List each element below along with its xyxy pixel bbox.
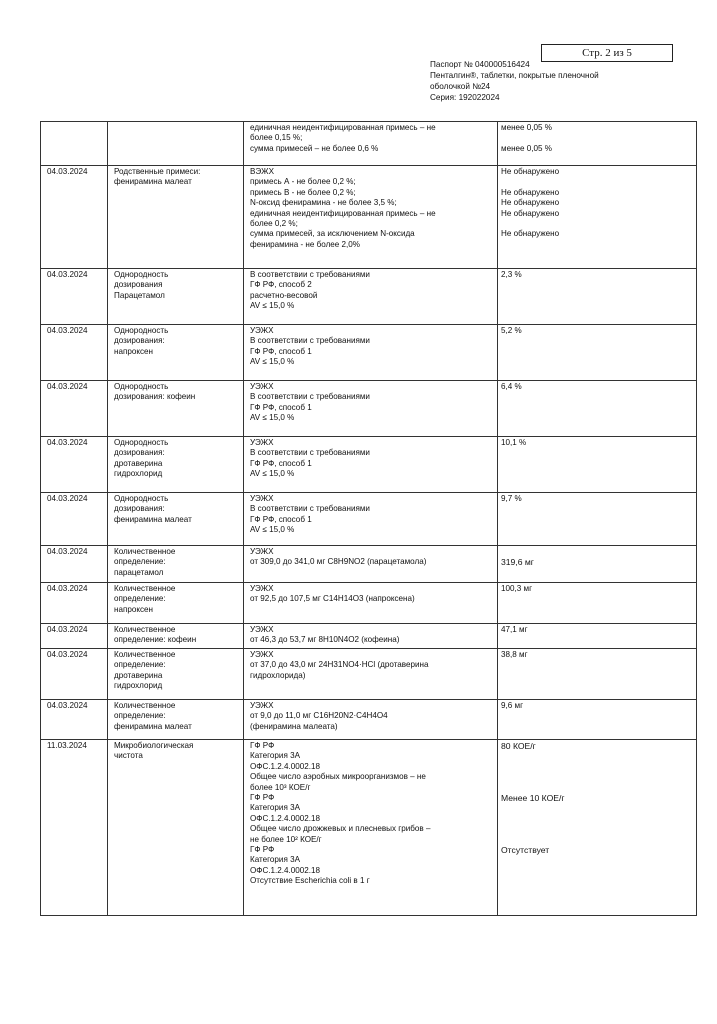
test-specification-line: AV ≤ 15,0 % <box>250 301 295 311</box>
test-specification-line: более 10³ КОЕ/г <box>250 782 311 792</box>
table-row <box>41 166 697 269</box>
test-specification-line: расчетно-весовой <box>250 290 318 300</box>
table-row <box>41 381 697 437</box>
test-name-line: фенирамина малеат <box>114 177 192 187</box>
test-date: 04.03.2024 <box>41 546 108 583</box>
test-name-line: Однородность <box>114 270 169 279</box>
test-specification-line: УЭЖХ <box>250 494 274 503</box>
test-name-line: парацетамол <box>114 567 164 577</box>
test-name-line: дозирования: <box>114 336 165 346</box>
test-specification-line: Отсутствие Escherichia coli в 1 г <box>250 876 370 886</box>
test-result <box>498 166 697 269</box>
test-results-table <box>40 121 697 916</box>
test-date: 04.03.2024 <box>41 381 108 437</box>
test-result-line <box>501 783 692 793</box>
test-name-line: Количественное <box>114 584 176 593</box>
test-result-line: Не обнаружено <box>501 198 560 208</box>
test-specification-line: В соответствии с требованиями <box>250 270 370 279</box>
test-specification-line: более 0,2 %; <box>250 219 298 229</box>
product-name-line-2: оболочкой №24 <box>430 82 491 91</box>
test-result-line <box>501 835 692 845</box>
test-specification <box>244 700 498 740</box>
test-result-line: Не обнаружено <box>501 208 560 218</box>
table-row <box>41 269 697 325</box>
test-result-line: Отсутствует <box>501 844 550 855</box>
test-result-line: Менее 10 КОЕ/г <box>501 792 565 803</box>
test-date: 04.03.2024 <box>41 166 108 269</box>
test-specification <box>244 325 498 381</box>
test-name <box>108 740 244 916</box>
test-name-line: определение: <box>114 711 166 721</box>
test-specification <box>244 740 498 916</box>
test-specification-line: УЭЖХ <box>250 701 274 710</box>
test-result-line <box>501 762 692 772</box>
test-result-line: 38,8 мг <box>501 650 528 659</box>
test-name <box>108 381 244 437</box>
passport-header <box>430 59 700 103</box>
test-specification-line: AV ≤ 15,0 % <box>250 469 295 479</box>
test-specification-line: УЭЖХ <box>250 625 274 634</box>
test-specification-line: фенирамина - не более 2,0% <box>250 239 361 249</box>
test-specification-line: ГФ РФ, способ 1 <box>250 402 312 412</box>
test-specification-line: Категория 3А <box>250 803 300 813</box>
test-specification-line: более 0,15 %; <box>250 133 303 143</box>
test-result <box>498 493 697 546</box>
test-specification <box>244 122 498 166</box>
test-name <box>108 583 244 624</box>
test-result-line <box>501 772 692 782</box>
test-name-line: Количественное <box>114 625 176 634</box>
test-specification-line: не более 10² КОЕ/г <box>250 834 322 844</box>
test-result-line: Не обнаружено <box>501 167 560 176</box>
test-name-line: дозирования: <box>114 448 165 458</box>
test-result-line <box>501 219 692 229</box>
test-specification-line: ОФС.1.2.4.0002.18 <box>250 813 321 823</box>
test-specification-line: В соответствии с требованиями <box>250 336 370 346</box>
test-date: 04.03.2024 <box>41 325 108 381</box>
test-date: 04.03.2024 <box>41 700 108 740</box>
test-name-line: напроксен <box>114 604 154 614</box>
test-result-line: 2,3 % <box>501 270 522 279</box>
test-result-line: 10,1 % <box>501 438 527 447</box>
test-result-line: 80 КОЕ/г <box>501 741 536 751</box>
test-result-line: Не обнаружено <box>501 229 560 239</box>
test-specification-line: УЭЖХ <box>250 326 274 335</box>
batch-series: Серия: 192022024 <box>430 93 500 102</box>
test-name <box>108 700 244 740</box>
test-name <box>108 166 244 269</box>
test-result-line <box>501 803 692 813</box>
test-specification-line: от 37,0 до 43,0 мг 24H31NO4·HCl (дротаверина <box>250 660 429 670</box>
test-date: 11.03.2024 <box>41 740 108 916</box>
test-result <box>498 700 697 740</box>
test-name <box>108 624 244 649</box>
test-specification-line: Категория 3А <box>250 855 300 865</box>
test-specification <box>244 269 498 325</box>
test-specification-line: УЭЖХ <box>250 438 274 447</box>
test-name-line: гидрохлорид <box>114 681 163 691</box>
test-name <box>108 325 244 381</box>
test-specification-line: УЭЖХ <box>250 382 274 391</box>
test-result-line: 9,6 мг <box>501 701 524 710</box>
test-specification-line: ГФ РФ, способ 1 <box>250 514 312 524</box>
test-specification-line: УЭЖХ <box>250 547 274 556</box>
test-name-line: Количественное <box>114 547 176 556</box>
table-row <box>41 624 697 649</box>
test-name <box>108 437 244 493</box>
test-specification-line: N-оксид фенирамина - не более 3,5 %; <box>250 198 397 208</box>
test-specification-line: ГФ РФ <box>250 793 275 803</box>
test-specification-line: В соответствии с требованиями <box>250 392 370 402</box>
test-name-line: напроксен <box>114 346 154 356</box>
test-result-line: менее 0,05 % <box>501 123 552 132</box>
test-name <box>108 122 244 166</box>
test-specification-line: AV ≤ 15,0 % <box>250 525 295 535</box>
test-name-line: определение: <box>114 557 166 567</box>
test-date: 04.03.2024 <box>41 583 108 624</box>
test-specification-line: AV ≤ 15,0 % <box>250 413 295 423</box>
test-result <box>498 649 697 700</box>
test-specification-line: ОФС.1.2.4.0002.18 <box>250 761 321 771</box>
test-specification-line: от 46,3 до 53,7 мг 8H10N4O2 (кофеина) <box>250 635 400 645</box>
test-specification-line: гидрохлорида) <box>250 670 306 680</box>
test-specification-line: В соответствии с требованиями <box>250 504 370 514</box>
test-result-line: 9,7 % <box>501 494 522 503</box>
test-specification <box>244 493 498 546</box>
page-number-label: Стр. 2 из 5 <box>541 44 673 62</box>
test-specification-line: УЭЖХ <box>250 584 274 593</box>
test-specification-line: от 92,5 до 107,5 мг C14H14O3 (напроксена) <box>250 594 415 604</box>
table-row <box>41 740 697 916</box>
test-name <box>108 649 244 700</box>
test-specification-line: единичная неидентифицированная примесь – не <box>250 208 436 218</box>
test-specification-line: ОФС.1.2.4.0002.18 <box>250 865 321 875</box>
test-date: 04.03.2024 <box>41 493 108 546</box>
test-result-line <box>501 751 692 761</box>
test-specification-line: УЭЖХ <box>250 650 274 659</box>
test-result <box>498 325 697 381</box>
test-name-line: Однородность <box>114 382 169 391</box>
test-specification-line: ГФ РФ <box>250 741 275 750</box>
test-name <box>108 493 244 546</box>
test-result-line: 6,4 % <box>501 382 522 391</box>
test-specification-line: сумма примесей, за исключением N-оксида <box>250 229 415 239</box>
test-specification-line: от 9,0 до 11,0 мг C16H20N2·C4H4O4 <box>250 711 388 721</box>
test-name-line: дротаверина <box>114 458 163 468</box>
test-result <box>498 122 697 166</box>
test-result <box>498 269 697 325</box>
table-row <box>41 649 697 700</box>
test-name-line: дротаверина <box>114 670 163 680</box>
test-result-line: 5,2 % <box>501 326 522 335</box>
test-result <box>498 583 697 624</box>
test-result <box>498 624 697 649</box>
table-row <box>41 122 697 166</box>
test-specification-line: сумма примесей – не более 0,6 % <box>250 143 379 153</box>
test-result-line: 47,1 мг <box>501 625 528 634</box>
test-name-line: определение: <box>114 660 166 670</box>
test-name-line: чистота <box>114 751 143 761</box>
test-specification <box>244 546 498 583</box>
test-name-line: Однородность <box>114 326 169 335</box>
table-row <box>41 325 697 381</box>
test-result-line: 100,3 мг <box>501 584 533 593</box>
test-result-line <box>501 547 692 557</box>
test-result-line <box>501 177 692 187</box>
test-specification <box>244 166 498 269</box>
test-specification-line: ГФ РФ, способ 1 <box>250 458 312 468</box>
test-result-line <box>501 824 692 834</box>
test-result-line: менее 0,05 % <box>501 143 552 153</box>
table-row <box>41 437 697 493</box>
test-specification <box>244 583 498 624</box>
test-name-line: Количественное <box>114 650 176 659</box>
test-specification-line: ГФ РФ <box>250 845 275 855</box>
test-result-line: Не обнаружено <box>501 187 560 197</box>
test-name <box>108 546 244 583</box>
test-specification-line: примесь А - не более 0,2 %; <box>250 177 356 187</box>
test-name-line: Количественное <box>114 701 176 710</box>
test-date: 04.03.2024 <box>41 624 108 649</box>
test-specification <box>244 624 498 649</box>
test-name-line: фенирамина малеат <box>114 721 192 731</box>
test-specification-line: ВЭЖХ <box>250 167 274 176</box>
test-specification-line: (фенирамина малеата) <box>250 721 338 731</box>
test-specification-line: Общее число дрожжевых и плесневых грибов – <box>250 824 431 834</box>
test-specification-line: Категория 3А <box>250 751 300 761</box>
table-row <box>41 546 697 583</box>
test-date <box>41 122 108 166</box>
test-name-line: Однородность <box>114 494 169 503</box>
test-specification-line: Общее число аэробных микроорганизмов – не <box>250 772 426 782</box>
test-name-line: гидрохлорид <box>114 469 163 479</box>
test-specification-line: ГФ РФ, способ 2 <box>250 280 312 290</box>
test-name-line: Однородность <box>114 438 169 447</box>
test-specification-line: AV ≤ 15,0 % <box>250 357 295 367</box>
test-specification-line: В соответствии с требованиями <box>250 448 370 458</box>
test-result <box>498 437 697 493</box>
test-name-line: Микробиологическая <box>114 741 194 750</box>
test-specification-line: от 309,0 до 341,0 мг C8H9NO2 (парацетамола) <box>250 557 427 567</box>
test-name-line: дозирования <box>114 280 163 290</box>
test-result-line <box>501 814 692 824</box>
test-specification-line: единичная неидентифицированная примесь – не <box>250 123 436 132</box>
test-name-line: определение: кофеин <box>114 635 197 645</box>
test-result-line <box>501 133 692 143</box>
passport-number: Паспорт № 040000516424 <box>430 60 530 69</box>
test-result <box>498 546 697 583</box>
test-result <box>498 381 697 437</box>
test-specification-line: ГФ РФ, способ 1 <box>250 346 312 356</box>
test-name-line: дозирования: <box>114 504 165 514</box>
test-specification <box>244 381 498 437</box>
test-date: 04.03.2024 <box>41 437 108 493</box>
test-result <box>498 740 697 916</box>
table-row <box>41 583 697 624</box>
table-row <box>41 700 697 740</box>
test-name-line: Родственные примеси: <box>114 167 201 176</box>
table-row <box>41 493 697 546</box>
product-name-line-1: Пенталгин®, таблетки, покрытые пленочной <box>430 71 599 80</box>
test-date: 04.03.2024 <box>41 269 108 325</box>
test-specification-line: примесь В - не более 0,2 %; <box>250 187 356 197</box>
test-name-line: Парацетамол <box>114 290 165 300</box>
test-specification <box>244 437 498 493</box>
test-name <box>108 269 244 325</box>
test-name-line: фенирамина малеат <box>114 514 192 524</box>
test-result-line: 319,6 мг <box>501 557 534 568</box>
test-date: 04.03.2024 <box>41 649 108 700</box>
test-specification <box>244 649 498 700</box>
test-name-line: определение: <box>114 594 166 604</box>
test-name-line: дозирования: кофеин <box>114 392 196 402</box>
